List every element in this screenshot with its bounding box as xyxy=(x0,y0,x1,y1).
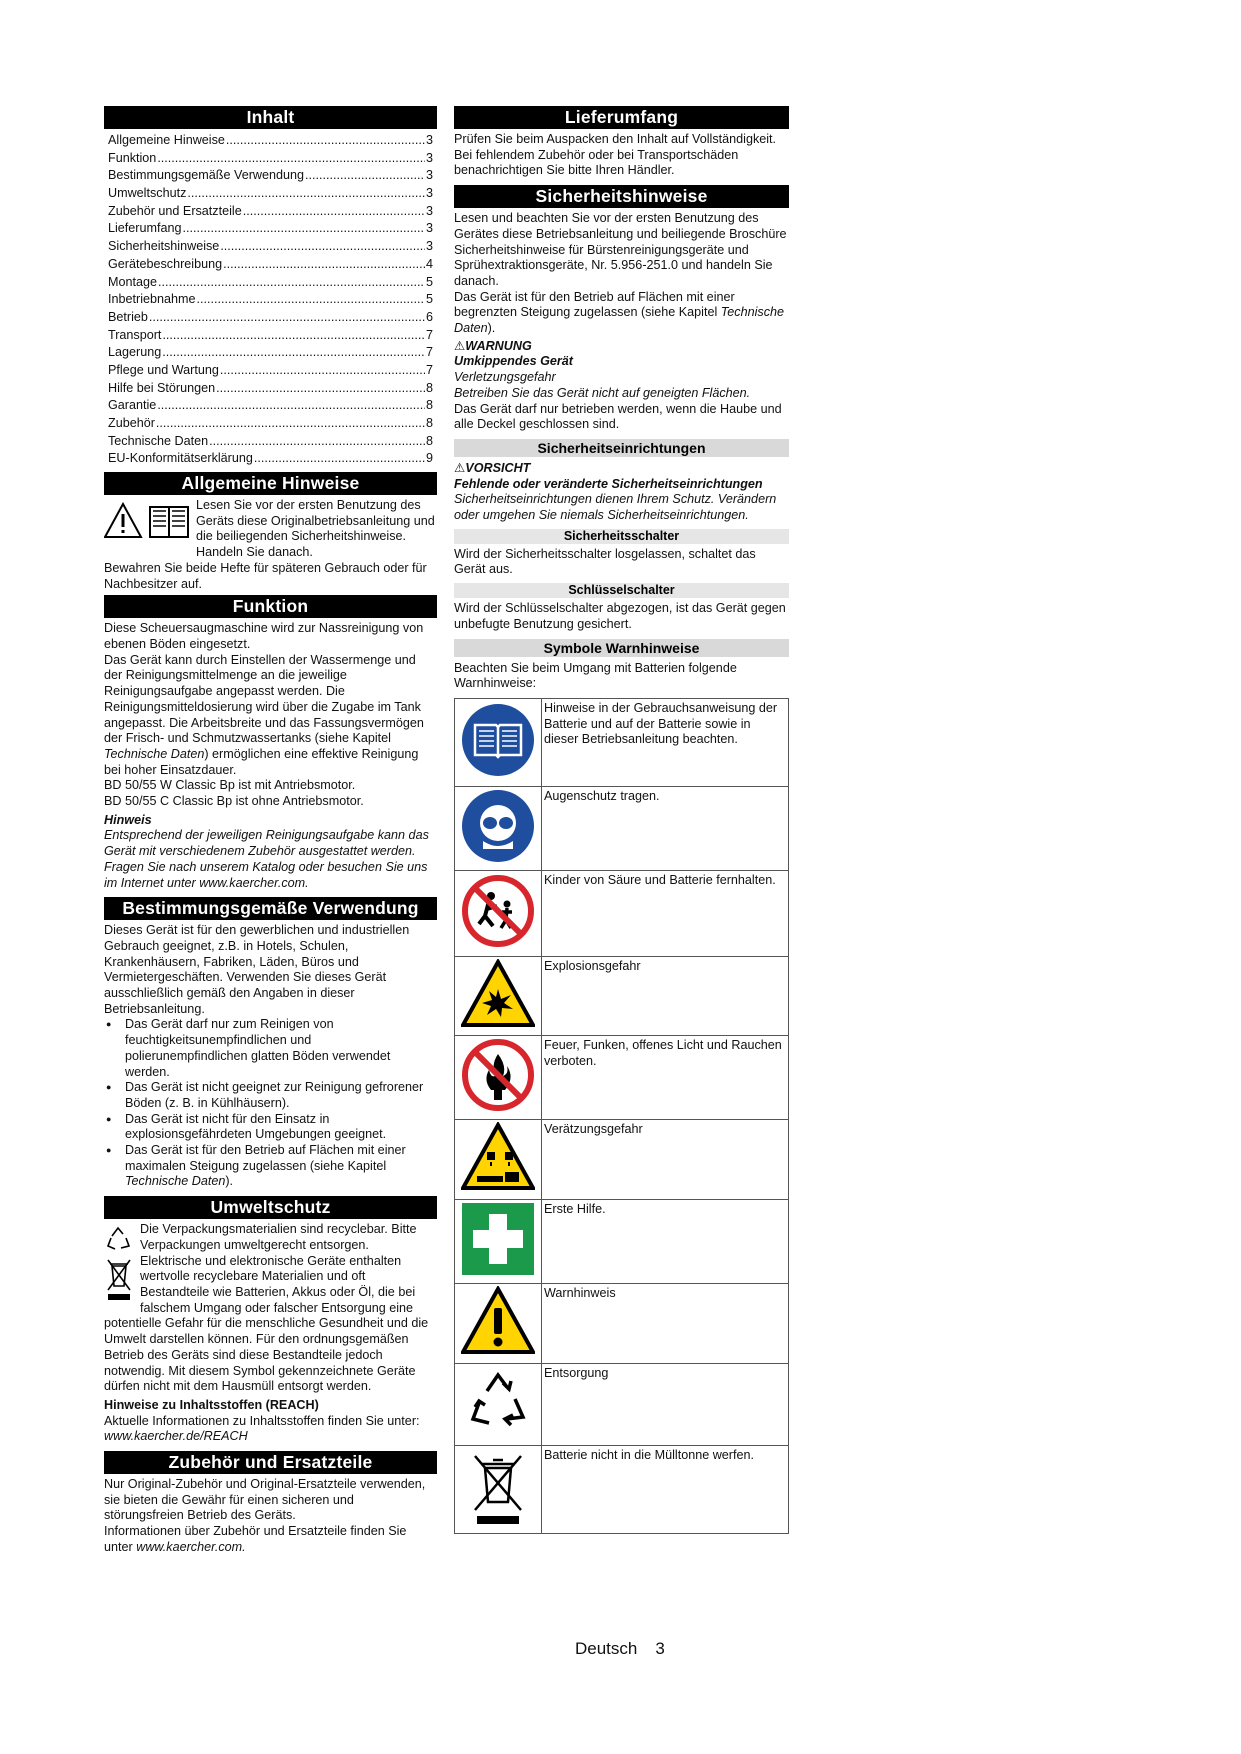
toc-item[interactable]: Lieferumfang ..... 3 xyxy=(104,220,437,238)
symbol-description: Hinweise in der Gebrauchsanweisung der Batterie und auf der Batterie sowie in dieser Betriebsanleitung beachten. xyxy=(542,698,789,786)
reach-text: Aktuelle Informationen zu Inhaltsstoffen finden Sie unter: www.kaercher.de/REACH xyxy=(104,1413,420,1444)
symbole-intro: Beachten Sie beim Umgang mit Batterien folgende Warnhinweise: xyxy=(454,660,737,691)
toc-item[interactable]: Funktion ..... 3 xyxy=(104,150,437,168)
page-footer xyxy=(575,1639,683,1659)
section-heading-funktion: Funktion xyxy=(104,595,437,618)
toc-item[interactable]: Inbetriebnahme ..... 5 xyxy=(104,291,437,309)
note-title: Hinweis xyxy=(104,812,152,827)
zubehoer-text-2: Informationen über Zubehör und Ersatzteile finden Sie unter www.kaercher.com. xyxy=(104,1524,407,1554)
model-c-text: BD 50/55 C Classic Bp ist ohne Antriebsmotor. xyxy=(104,794,364,809)
zubehoer-text: Nur Original-Zubehör und Original-Ersatzteile verwenden, sie bieten die Gewähr für einen sicheren und störungsfreien Betrieb des Geräts. xyxy=(104,1477,426,1523)
caution-text: Sicherheitseinrichtungen dienen Ihrem Schutz. Verändern oder umgehen Sie niemals Sicherheitseinrichtungen. xyxy=(454,492,777,523)
section-umwelt xyxy=(104,1222,437,1445)
table-row xyxy=(455,1120,789,1200)
section-heading-schluessel: Schlüsselschalter xyxy=(454,583,789,598)
list-item: ● Das Gerät ist nicht für den Einsatz in explosionsgefährdeten Umgebungen geeignet. xyxy=(104,1112,437,1143)
symbol-description: Kinder von Säure und Batterie fernhalten. xyxy=(542,870,789,956)
warning-label-row: ⚠WARNUNG xyxy=(454,338,532,353)
funktion-text-2: Das Gerät kann durch Einstellen der Wassermenge und der Reinigungsmittelmenge an die jeweilige Reinigungsaufgabe angepasst werden. Die Reinigungsmitteldosierung wird über die Zugabe im Tank angepasst. Die Arbeitsbreite und das Fassungsvermögen der Frisch- und Schmutzwassertanks (siehe Kapitel Technische Daten) ermöglichen eine effektive Reinigung bei hoher Einsatzdauer. xyxy=(104,652,424,777)
warning-icon xyxy=(455,1284,542,1364)
table-row xyxy=(455,870,789,956)
table-row xyxy=(455,1284,789,1364)
section-heading-liefer: Lieferumfang xyxy=(454,106,789,129)
liefer-text: Prüfen Sie beim Auspacken den Inhalt auf Vollständigkeit. Bei fehlendem Zubehör oder bei Transportschäden benachrichtigen Sie bitte Ihren Händler. xyxy=(454,132,777,178)
warning-and-manual-icon xyxy=(104,502,190,545)
allgemeine-text-2: Bewahren Sie beide Hefte für späteren Gebrauch oder für Nachbesitzer auf. xyxy=(104,560,427,591)
toc-item[interactable]: Sicherheitshinweise ..... 3 xyxy=(104,238,437,256)
left-column xyxy=(104,103,437,1556)
symbol-description: Entsorgung xyxy=(542,1363,789,1445)
sicherheitsschalter-text: Wird der Sicherheitsschalter losgelassen, schaltet das Gerät aus. xyxy=(454,546,756,577)
crossed-bin-icon xyxy=(455,1445,542,1533)
umwelt-text: Die Verpackungsmaterialien sind recyclebar. Bitte Verpackungen umweltgerecht entsorgen. xyxy=(140,1222,417,1252)
section-heading-symbole: Symbole Warnhinweise xyxy=(454,639,789,657)
toc-item[interactable]: Zubehör und Ersatzteile ..... 3 xyxy=(104,203,437,221)
umwelt-text-2: Elektrische und elektronische Geräte enthalten wertvolle recyclebare Materialien und oft Bestandteile wie Batterien, Akkus oder Öl, die bei falschem Umgang oder falscher Entsorgung eine potentielle Gefahr für die menschliche Gesundheit und die Umwelt darstellen können. Für den ordnungsgemäßen Betrieb des Geräts sind diese Bestandteile jedoch notwendig. Mit diesem Symbol gekennzeichnete Geräte dürfen nicht mit dem Hausmüll entsorgt werden. xyxy=(104,1253,429,1394)
list-item: ● Das Gerät ist nicht geeignet zur Reinigung gefrorener Böden (z. B. in Kühlhäusern). xyxy=(104,1080,437,1111)
sicherheit-text-2: Das Gerät ist für den Betrieb auf Flächen mit einer begrenzten Steigung zugelassen (siehe Kapitel Technische Daten). xyxy=(454,289,785,336)
chapter-reference: Technische Daten xyxy=(125,1174,226,1189)
list-item: ● Das Gerät darf nur zum Reinigen von feuchtigkeitsunempfindlichen und polierunempfindlichen glatten Böden verwendet werden. xyxy=(104,1017,437,1080)
explosion-hazard-icon xyxy=(455,956,542,1036)
recycling-icon xyxy=(104,1224,134,1309)
warning-text: Betreiben Sie das Gerät nicht auf geneigten Flächen. xyxy=(454,385,751,400)
warning-title: Umkippendes Gerät xyxy=(454,354,573,369)
chapter-reference: Technische Daten xyxy=(104,746,205,761)
toc-item[interactable]: Transport ..... 7 xyxy=(104,327,437,345)
reach-title: Hinweise zu Inhaltsstoffen (REACH) xyxy=(104,1397,319,1412)
section-einrichtungen xyxy=(454,461,789,524)
symbol-description: Warnhinweis xyxy=(542,1284,789,1364)
warning-triangle-icon: ⚠ xyxy=(454,460,466,475)
section-heading-zubehoer: Zubehör und Ersatzteile xyxy=(104,1451,437,1474)
toc-item[interactable]: Lagerung ..... 7 xyxy=(104,344,437,362)
table-of-contents xyxy=(104,132,437,468)
table-row xyxy=(455,1363,789,1445)
model-w-text: BD 50/55 W Classic Bp ist mit Antriebsmotor. xyxy=(104,778,356,793)
toc-item[interactable]: Pflege und Wartung ..... 7 xyxy=(104,362,437,380)
symbol-description: Augenschutz tragen. xyxy=(542,786,789,870)
page-number: 3 xyxy=(655,1639,665,1658)
toc-item[interactable]: Umweltschutz ..... 3 xyxy=(104,185,437,203)
sicherheit-text-3: Das Gerät darf nur betrieben werden, wenn die Haube und alle Deckel geschlossen sind. xyxy=(454,401,782,432)
symbol-description: Erste Hilfe. xyxy=(542,1200,789,1284)
website-link[interactable]: www.kaercher.com. xyxy=(136,1539,246,1554)
toc-item[interactable]: Montage ..... 5 xyxy=(104,274,437,292)
section-heading-allgemeine: Allgemeine Hinweise xyxy=(104,472,437,495)
caution-label-row: ⚠VORSICHT xyxy=(454,460,531,475)
keep-children-away-icon xyxy=(455,870,542,956)
warning-symbols-table xyxy=(454,698,789,1534)
recycling-icon xyxy=(455,1363,542,1445)
note-text: Entsprechend der jeweiligen Reinigungsaufgabe kann das Gerät mit verschiedenem Zubehör ausgestattet werden. Fragen Sie nach unserem Katalog oder besuchen Sie uns im Internet unter www.kaercher.com. xyxy=(104,828,429,890)
table-row xyxy=(455,1036,789,1120)
usage-list xyxy=(104,1017,437,1190)
table-row xyxy=(455,1445,789,1533)
toc-item[interactable]: Allgemeine Hinweise ..... 3 xyxy=(104,132,437,150)
symbol-description: Batterie nicht in die Mülltonne werfen. xyxy=(542,1445,789,1533)
section-heading-sicherheitsschalter: Sicherheitsschalter xyxy=(454,529,789,544)
list-item: ● Das Gerät ist für den Betrieb auf Flächen mit einer maximalen Steigung zugelassen (siehe Kapitel Technische Daten). xyxy=(104,1143,437,1190)
section-allgemeine xyxy=(104,498,437,592)
toc-item[interactable]: Garantie ..... 8 xyxy=(104,397,437,415)
section-sicherheit xyxy=(454,211,789,433)
warning-triangle-icon: ⚠ xyxy=(454,338,466,353)
toc-item[interactable]: EU-Konformitätserklärung ..... 9 xyxy=(104,450,437,468)
section-heading-bestimmung: Bestimmungsgemäße Verwendung xyxy=(104,897,437,920)
section-zubehoer xyxy=(104,1477,437,1556)
section-heading-sicherheit: Sicherheitshinweise xyxy=(454,185,789,208)
section-bestimmung xyxy=(104,923,437,1190)
toc-item[interactable]: Gerätebeschreibung ..... 4 xyxy=(104,256,437,274)
toc-item[interactable]: Bestimmungsgemäße Verwendung ..... 3 xyxy=(104,167,437,185)
warning-subtitle: Verletzungsgefahr xyxy=(454,370,556,385)
table-row xyxy=(455,698,789,786)
chapter-reference: Technische Daten xyxy=(454,305,785,336)
allgemeine-text: Lesen Sie vor der ersten Benutzung des Geräts diese Originalbetriebsanleitung und die beiliegenden Sicherheitshinweise. Handeln Sie danach. xyxy=(196,498,435,560)
symbol-description: Explosionsgefahr xyxy=(542,956,789,1036)
eye-protection-icon xyxy=(455,786,542,870)
read-manual-icon xyxy=(455,698,542,786)
section-funktion xyxy=(104,621,437,891)
reach-link[interactable]: www.kaercher.de/REACH xyxy=(104,1429,248,1444)
footer-language: Deutsch xyxy=(575,1639,638,1658)
schluessel-text: Wird der Schlüsselschalter abgezogen, ist das Gerät gegen unbefugte Benutzung gesichert. xyxy=(454,601,786,631)
funktion-text: Diese Scheuersaugmaschine wird zur Nassreinigung von ebenen Böden eingesetzt. xyxy=(104,621,424,651)
first-aid-icon xyxy=(455,1200,542,1284)
symbol-description: Feuer, Funken, offenes Licht und Rauchen verboten. xyxy=(542,1036,789,1120)
symbol-description: Verätzungsgefahr xyxy=(542,1120,789,1200)
toc-item[interactable]: Zubehör ..... 8 xyxy=(104,415,437,433)
toc-item[interactable]: Betrieb ..... 6 xyxy=(104,309,437,327)
toc-item[interactable]: Hilfe bei Störungen ..... 8 xyxy=(104,380,437,398)
caution-title: Fehlende oder veränderte Sicherheitseinrichtungen xyxy=(454,476,763,491)
right-column xyxy=(454,103,789,1534)
sicherheit-text: Lesen und beachten Sie vor der ersten Benutzung des Gerätes diese Betriebsanleitung und beiliegende Broschüre Sicherheitshinweise für Bürstenreinigungsgeräte und Sprühextraktionsgeräte, Nr. 5.956-251.0 und handeln Sie danach. xyxy=(454,211,787,288)
bestimmung-intro: Dieses Gerät ist für den gewerblichen und industriellen Gebrauch geeignet, z.B. in Hotels, Schulen, Krankenhäusern, Fabriken, Läden, Büros und Vermietergeschäften. Verwenden Sie dieses Gerät ausschließlich gemäß den Angaben in dieser Betriebsanleitung. xyxy=(104,923,410,1016)
corrosive-hazard-icon xyxy=(455,1120,542,1200)
no-open-flame-icon xyxy=(455,1036,542,1120)
table-row xyxy=(455,956,789,1036)
section-heading-umwelt: Umweltschutz xyxy=(104,1196,437,1219)
section-heading-einrichtungen: Sicherheitseinrichtungen xyxy=(454,439,789,457)
table-row xyxy=(455,786,789,870)
table-row xyxy=(455,1200,789,1284)
toc-heading: Inhalt xyxy=(104,106,437,129)
toc-item[interactable]: Technische Daten ..... 8 xyxy=(104,433,437,451)
